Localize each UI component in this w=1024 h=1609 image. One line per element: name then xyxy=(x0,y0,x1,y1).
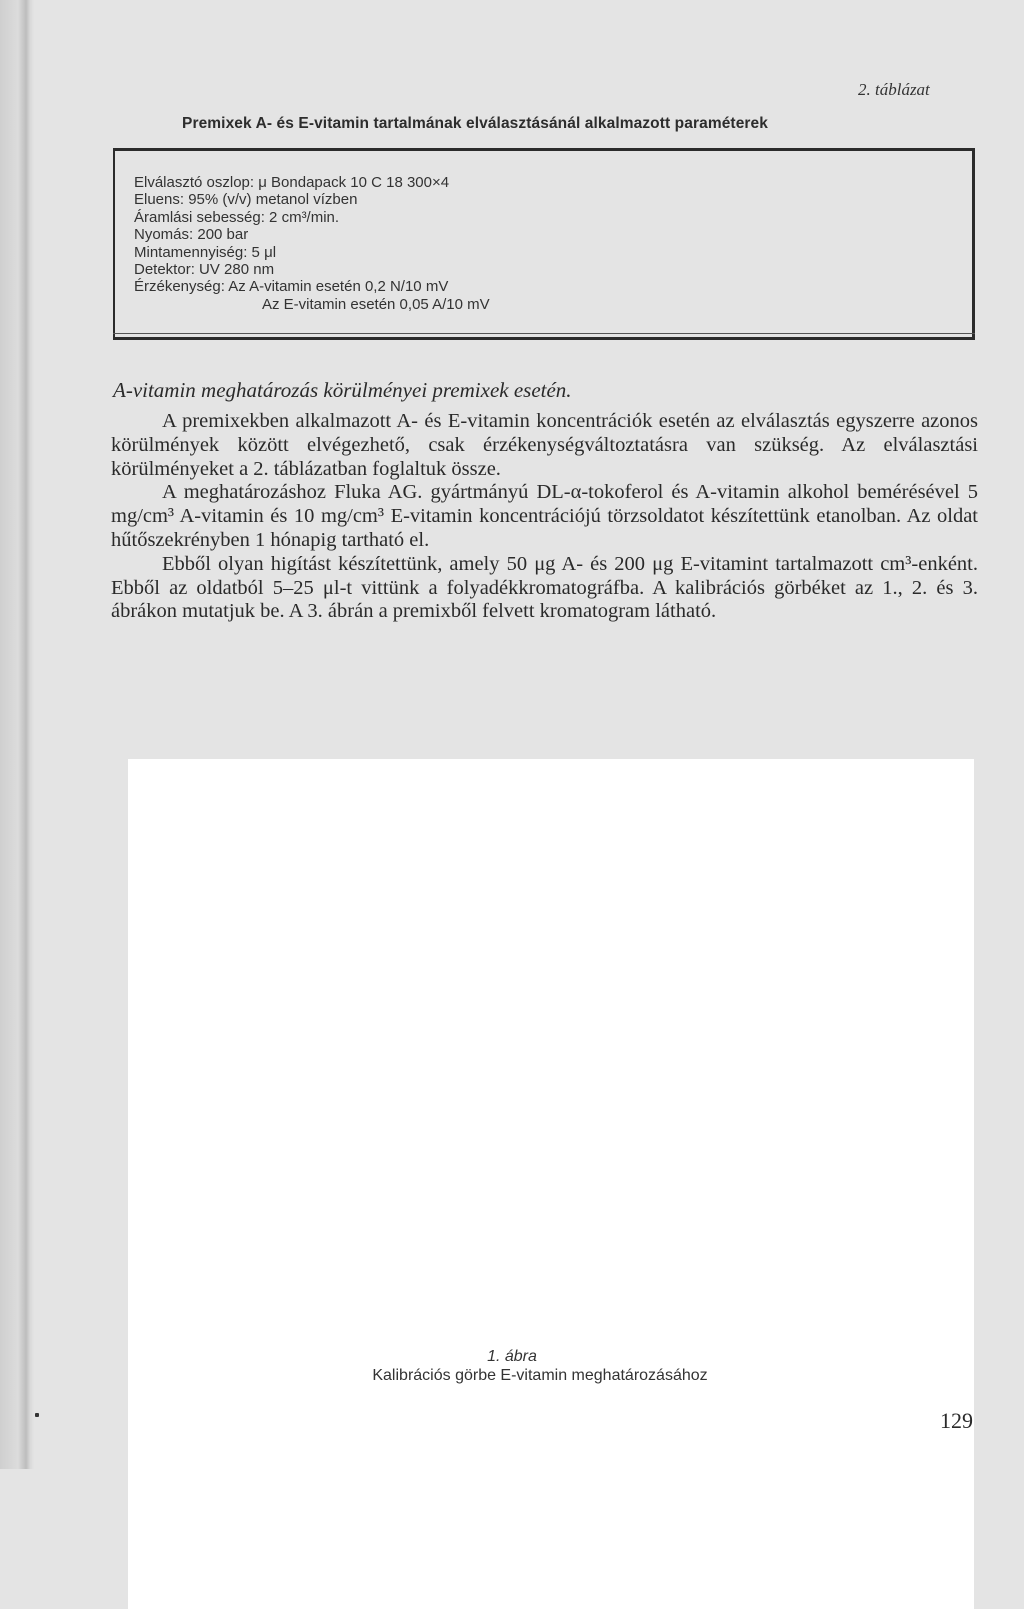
body-text xyxy=(111,410,978,624)
figure-number: 1. ábra xyxy=(487,1348,537,1365)
parameter-list xyxy=(134,174,490,313)
book-spine-shadow xyxy=(0,0,34,1469)
paragraph: Ebből olyan higítást készítettünk, amely 50 μg A- és 200 μg E-vitamint tartalmazott cm³-enként. Ebből az oldatból 5–25 μl-t vittünk a folyadékkromatográfba. A kalibrációs görbéket az 1., 2. és 3. ábrákon mutatjuk be. A 3. ábrán a premixből felvett kromatogram látható. xyxy=(111,552,978,623)
margin-mark xyxy=(35,1413,39,1417)
paragraph: A premixekben alkalmazott A- és E-vitamin koncentrációk esetén az elválasztás egyszerre azonos körülmények között elvégezhető, csak érzékenységváltoztatásra van szükség. Az elválasztási körülményeket a 2. táblázatban foglaltuk össze. xyxy=(111,410,978,480)
param-sample-volume: Mintamennyiség: 5 μl xyxy=(134,243,277,261)
param-sensitivity: Érzékenység: Az A-vitamin esetén 0,2 N/10 mV xyxy=(134,278,449,296)
table-bottom-rule xyxy=(113,337,975,340)
param-flow-rate: Áramlási sebesség: 2 cm³/min. xyxy=(134,208,340,226)
table-top-rule xyxy=(113,148,975,151)
figure-image-area xyxy=(128,759,974,1609)
param-detector: Detektor: UV 280 nm xyxy=(134,261,275,279)
param-eluent: Eluens: 95% (v/v) metanol vízben xyxy=(134,191,358,209)
param-pressure: Nyomás: 200 bar xyxy=(134,226,249,244)
paragraph: A meghatározáshoz Fluka AG. gyártmányú DL-α-tokoferol és A-vitamin alkohol bemérésével 5 mg/cm³ A-vitamin és 10 mg/cm³ E-vitamin koncentrációjú törzsoldatot készítettünk etanolban. Az oldat hűtőszekrényben 1 hónapig tartható el. xyxy=(111,481,978,551)
parameter-table xyxy=(113,148,975,340)
table-right-rule xyxy=(972,148,975,340)
table-bottom-thin-rule xyxy=(113,333,975,334)
param-sensitivity-continuation: Az E-vitamin esetén 0,05 A/10 mV xyxy=(262,295,490,313)
figure-caption: Kalibrációs görbe E-vitamin meghatározásához xyxy=(372,1367,708,1384)
table-label: 2. táblázat xyxy=(858,80,930,99)
page-number: 129 xyxy=(940,1408,973,1433)
param-column: Elválasztó oszlop: μ Bondapack 10 C 18 300×4 xyxy=(134,174,450,191)
section-heading: A-vitamin meghatározás körülményei premixek esetén. xyxy=(113,378,572,402)
table-left-rule xyxy=(113,148,115,340)
table-title: Premixek A- és E-vitamin tartalmának elválasztásánál alkalmazott paraméterek xyxy=(182,115,768,132)
